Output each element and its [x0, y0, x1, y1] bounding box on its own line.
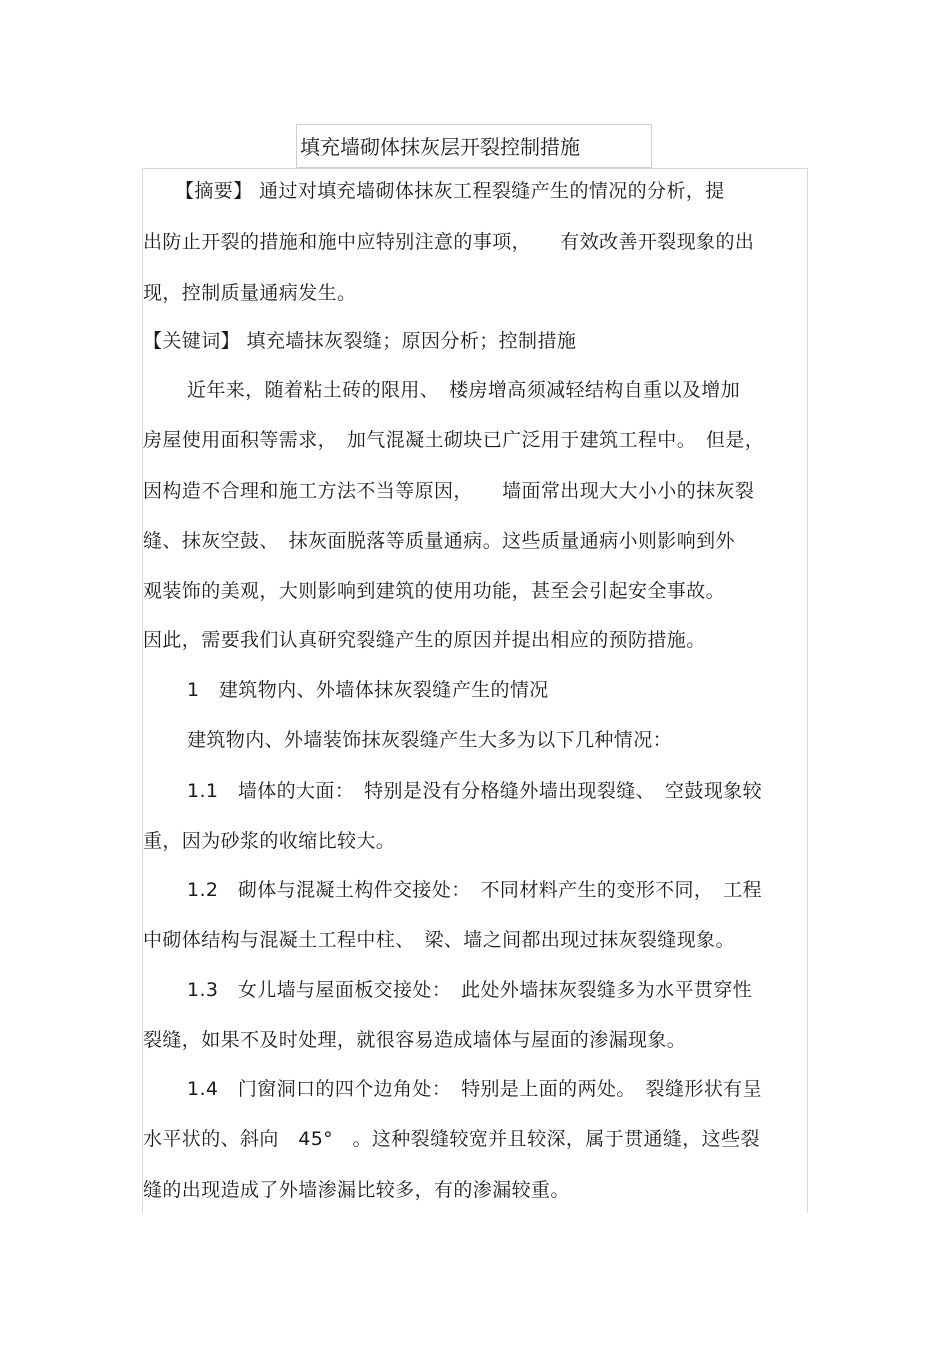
item-1-4-line-1: 1.4 门窗洞口的四个边角处： 特别是上面的两处。 裂缝形状有呈	[187, 1078, 763, 1100]
section-intro: 建筑物内、外墙装饰抹灰裂缝产生大多为以下几种情况：	[187, 729, 673, 751]
body-line-6: 因此，需要我们认真研究裂缝产生的原因并提出相应的预防措施。	[143, 629, 706, 651]
section-heading-1: 1 建筑物内、外墙体抹灰裂缝产生的情况	[187, 679, 549, 701]
item-1-2-line-1: 1.2 砌体与混凝土构件交接处： 不同材料产生的变形不同， 工程	[187, 879, 763, 901]
item-1-4-line-2: 水平状的、斜向 45° 。这种裂缝较宽并且较深，属于贯通缝，这些裂	[143, 1128, 760, 1150]
abstract-line-1: 【摘要】 通过对填充墙砌体抹灰工程裂缝产生的情况的分析，提	[175, 180, 725, 202]
content-frame-top	[142, 168, 808, 169]
body-line-3: 因构造不合理和施工方法不当等原因， 墙面常出现大大小小的抹灰裂	[143, 480, 755, 502]
content-frame-left	[142, 168, 143, 1213]
abstract-line-3: 现，控制质量通病发生。	[143, 282, 357, 304]
item-1-3-line-1: 1.3 女儿墙与屋面板交接处： 此处外墙抹灰裂缝多为水平贯穿性	[187, 979, 753, 1001]
item-1-2-line-2: 中砌体结构与混凝土工程中柱、 梁、墙之间都出现过抹灰裂缝现象。	[143, 929, 735, 951]
abstract-line-2: 出防止开裂的措施和施中应特别注意的事项， 有效改善开裂现象的出	[143, 231, 755, 253]
item-1-1-line-1: 1.1 墙体的大面： 特别是没有分格缝外墙出现裂缝、 空鼓现象较	[187, 780, 763, 802]
keywords-line: 【关键词】 填充墙抹灰裂缝；原因分析；控制措施	[143, 330, 577, 352]
body-line-2: 房屋使用面积等需求， 加气混凝土砌块已广泛用于建筑工程中。 但是，	[143, 429, 765, 451]
item-1-3-line-2: 裂缝，如果不及时处理，就很容易造成墙体与屋面的渗漏现象。	[143, 1029, 687, 1051]
item-1-1-line-2: 重，因为砂浆的收缩比较大。	[143, 830, 396, 852]
document-title: 填充墙砌体抹灰层开裂控制措施	[300, 135, 580, 159]
item-1-4-line-3: 缝的出现造成了外墙渗漏比较多，有的渗漏较重。	[143, 1179, 570, 1201]
body-line-5: 观装饰的美观，大则影响到建筑的使用功能，甚至会引起安全事故。	[143, 580, 726, 602]
content-frame-right	[807, 168, 808, 1213]
body-line-4: 缝、抹灰空鼓、 抹灰面脱落等质量通病。这些质量通病小则影响到外	[143, 530, 735, 552]
body-line-1: 近年来，随着粘土砖的限用、 楼房增高须减轻结构自重以及增加	[187, 379, 741, 401]
